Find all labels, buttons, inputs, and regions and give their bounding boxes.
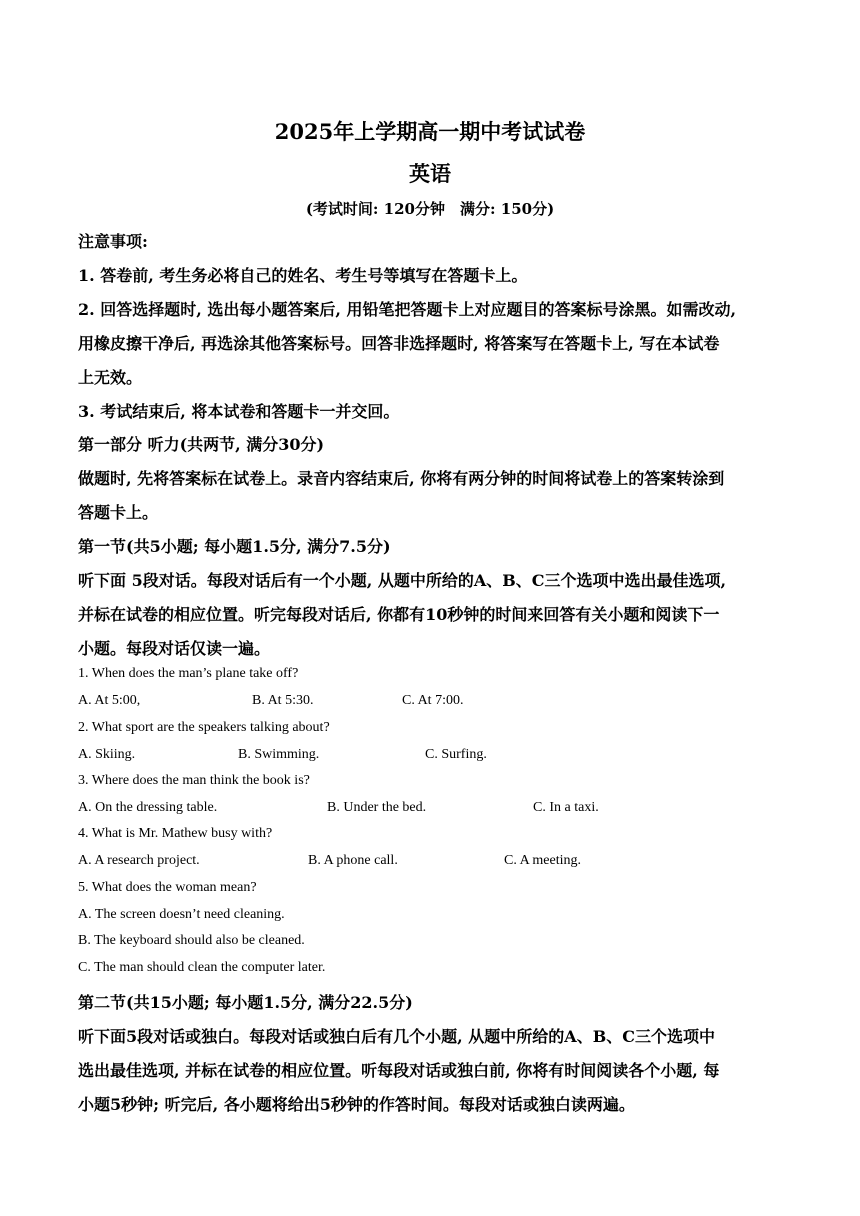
q1-option-b: B. At 5:30.: [252, 693, 314, 708]
question-5: 5. What does the woman mean?: [78, 880, 257, 895]
section1-heading: 第一节(共5小题; 每小题1.5分, 满分7.5分): [78, 537, 391, 556]
section2-intro-line-2: 选出最佳选项, 并标在试卷的相应位置。听每段对话或独白前, 你将有时间阅读各个小题, 每: [78, 1061, 720, 1080]
subject-title: 英语: [409, 161, 451, 186]
q5-option-b: B. The keyboard should also be cleaned.: [78, 933, 305, 948]
q3-option-c: C. In a taxi.: [533, 800, 599, 815]
part1-heading: 第一部分 听力(共两节, 满分30分): [78, 435, 325, 454]
section1-intro-line-3: 小题。每段对话仅读一遍。: [78, 639, 271, 658]
question-1: 1. When does the man’s plane take off?: [78, 666, 299, 681]
question-4: 4. What is Mr. Mathew busy with?: [78, 826, 273, 841]
notice-heading: 注意事项:: [78, 232, 148, 251]
notice-item-1: 1. 答卷前, 考生务必将自己的姓名、考生号等填写在答题卡上。: [78, 266, 528, 285]
notice-item-2-line-3: 上无效。: [78, 368, 143, 387]
section2-intro-line-3: 小题5秒钟; 听完后, 各小题将给出5秒钟的作答时间。每段对话或独白读两遍。: [78, 1095, 635, 1114]
question-3: 3. Where does the man think the book is?: [78, 773, 310, 788]
part1-intro-line-2: 答题卡上。: [78, 503, 159, 522]
q4-option-c: C. A meeting.: [504, 853, 581, 868]
q1-option-c: C. At 7:00.: [402, 693, 464, 708]
part1-intro-line-1: 做题时, 先将答案标在试卷上。录音内容结束后, 你将有两分钟的时间将试卷上的答案转涂到: [78, 469, 725, 488]
q5-option-c: C. The man should clean the computer later.: [78, 960, 326, 975]
section2-intro-line-1: 听下面5段对话或独白。每段对话或独白后有几个小题, 从题中所给的A、B、C三个选项中: [78, 1027, 715, 1046]
q1-option-a: A. At 5:00,: [78, 693, 141, 708]
q2-option-c: C. Surfing.: [425, 747, 487, 762]
q3-option-a: A. On the dressing table.: [78, 800, 218, 815]
q5-option-a: A. The screen doesn’t need cleaning.: [78, 907, 285, 922]
exam-info: (考试时间: 120分钟 满分: 150分): [305, 200, 555, 218]
q2-option-b: B. Swimming.: [238, 747, 320, 762]
question-2: 2. What sport are the speakers talking about?: [78, 720, 330, 735]
exam-title: 2025年上学期高一期中考试试卷: [274, 119, 586, 144]
q4-option-b: B. A phone call.: [308, 853, 398, 868]
section1-intro-line-2: 并标在试卷的相应位置。听完每段对话后, 你都有10秒钟的时间来回答有关小题和阅读下一: [78, 605, 720, 624]
q4-option-a: A. A research project.: [78, 853, 200, 868]
q3-option-b: B. Under the bed.: [327, 800, 427, 815]
notice-item-2-line-2: 用橡皮擦干净后, 再选涂其他答案标号。回答非选择题时, 将答案写在答题卡上, 写在本试卷: [78, 334, 720, 353]
section2-heading: 第二节(共15小题; 每小题1.5分, 满分22.5分): [78, 993, 413, 1012]
section1-intro-line-1: 听下面 5段对话。每段对话后有一个小题, 从题中所给的A、B、C三个选项中选出最佳选项,: [78, 571, 727, 590]
q2-option-a: A. Skiing.: [78, 747, 136, 762]
notice-item-2-line-1: 2. 回答选择题时, 选出每小题答案后, 用铅笔把答题卡上对应题目的答案标号涂黑。如需改动,: [78, 300, 737, 319]
notice-item-3: 3. 考试结束后, 将本试卷和答题卡一并交回。: [78, 402, 400, 421]
